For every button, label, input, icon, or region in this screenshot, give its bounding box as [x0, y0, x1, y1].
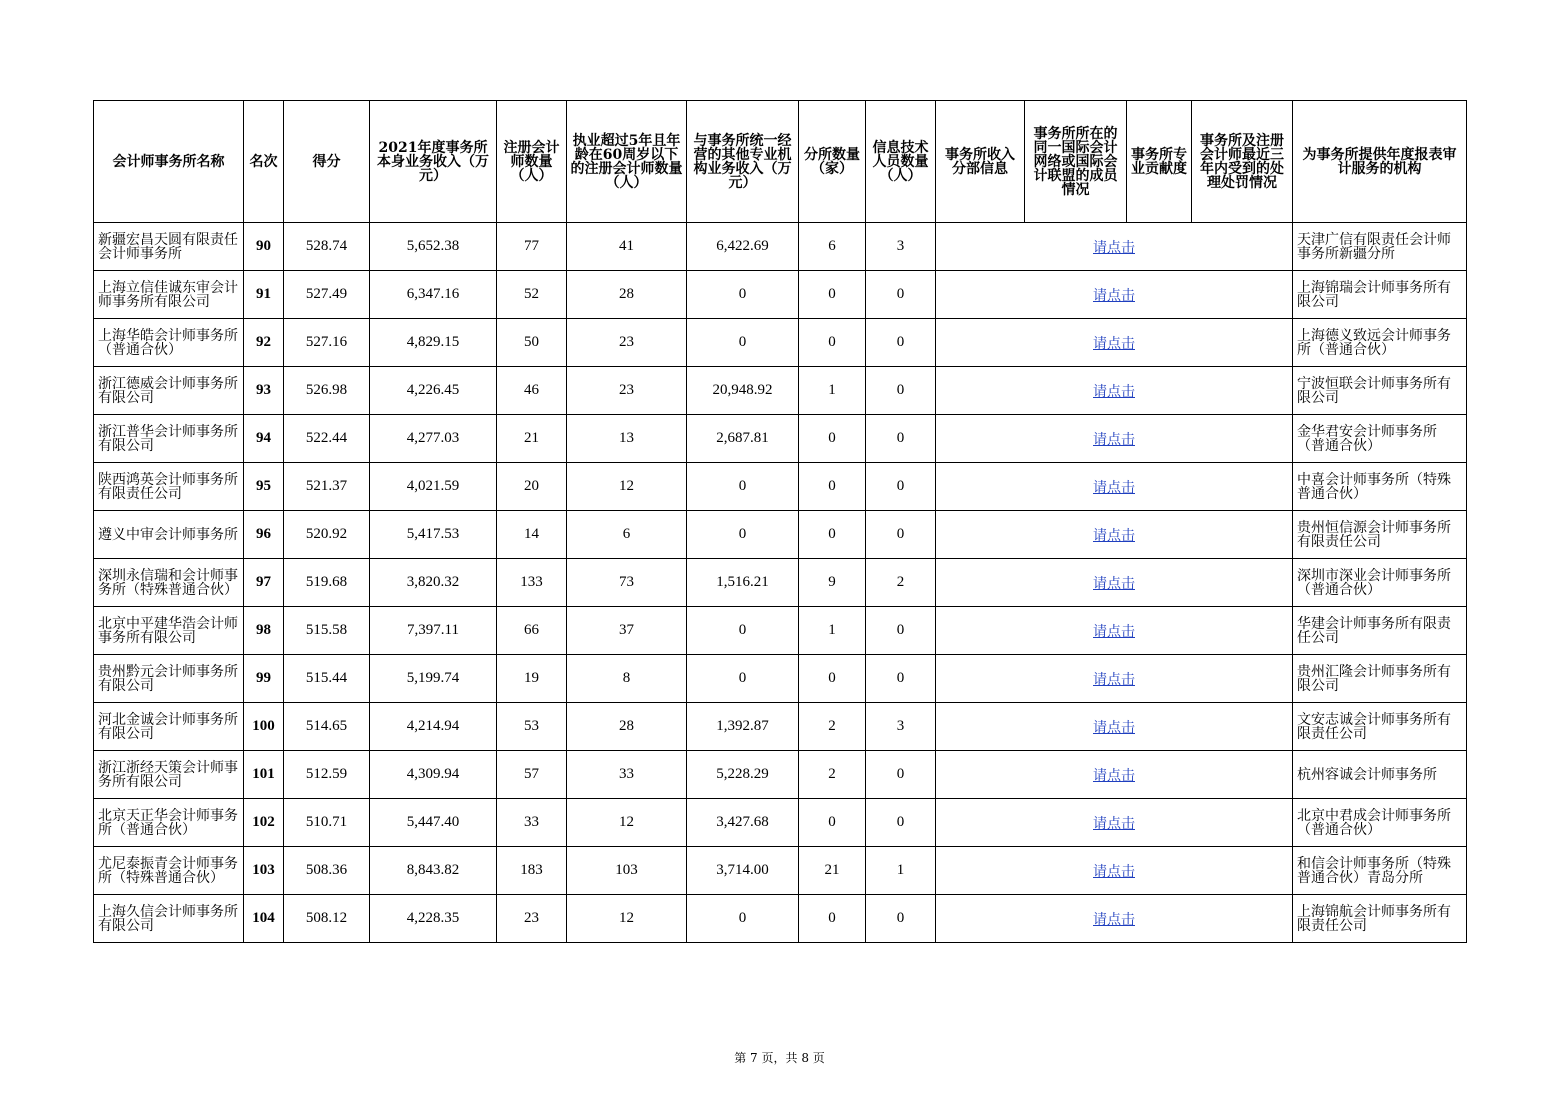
- auditor-cell: 上海锦航会计师事务所有限责任公司: [1293, 895, 1467, 943]
- revenue-cell: 8,843.82: [370, 847, 497, 895]
- details-link-cell: [936, 223, 1293, 271]
- it-staff-cell: 3: [866, 703, 936, 751]
- branch-count-cell: 0: [799, 463, 866, 511]
- revenue-cell: 4,226.45: [370, 367, 497, 415]
- cpa-5yr-cell: 13: [567, 415, 687, 463]
- cpa-count-cell: 20: [497, 463, 567, 511]
- page-number: 第 7 页，共 8 页: [734, 1051, 825, 1065]
- revenue-cell: 4,277.03: [370, 415, 497, 463]
- it-staff-cell: 0: [866, 319, 936, 367]
- firm-name-cell: 浙江浙经天策会计师事务所有限公司: [94, 751, 244, 799]
- rank-cell: 90: [244, 223, 284, 271]
- details-link-cell: [936, 703, 1293, 751]
- it-staff-cell: 0: [866, 751, 936, 799]
- table-row: [94, 751, 1467, 799]
- branch-count-cell: 0: [799, 271, 866, 319]
- revenue-cell: 4,309.94: [370, 751, 497, 799]
- cpa-count-cell: 33: [497, 799, 567, 847]
- score-cell: 514.65: [284, 703, 370, 751]
- it-staff-cell: 0: [866, 415, 936, 463]
- firm-name-cell: 浙江德威会计师事务所有限公司: [94, 367, 244, 415]
- details-link-cell: [936, 895, 1293, 943]
- revenue-cell: 4,021.59: [370, 463, 497, 511]
- revenue-cell: 6,347.16: [370, 271, 497, 319]
- header-rank: 名次: [244, 101, 284, 223]
- details-link-cell: [936, 463, 1293, 511]
- it-staff-cell: 0: [866, 607, 936, 655]
- it-staff-cell: 2: [866, 559, 936, 607]
- table-row: [94, 271, 1467, 319]
- cpa-count-cell: 52: [497, 271, 567, 319]
- details-link[interactable]: 请点击: [1093, 575, 1135, 592]
- table-row: [94, 367, 1467, 415]
- details-link[interactable]: 请点击: [1093, 911, 1135, 928]
- cpa-5yr-cell: 12: [567, 895, 687, 943]
- rank-cell: 103: [244, 847, 284, 895]
- revenue-cell: 3,820.32: [370, 559, 497, 607]
- affiliate-revenue-cell: 1,392.87: [687, 703, 799, 751]
- cpa-5yr-cell: 103: [567, 847, 687, 895]
- auditor-cell: 上海锦瑞会计师事务所有限公司: [1293, 271, 1467, 319]
- affiliate-revenue-cell: 2,687.81: [687, 415, 799, 463]
- score-cell: 521.37: [284, 463, 370, 511]
- firm-name-cell: 贵州黔元会计师事务所有限公司: [94, 655, 244, 703]
- details-link[interactable]: 请点击: [1093, 431, 1135, 448]
- firm-name-cell: 尤尼泰振青会计师事务所（特殊普通合伙）: [94, 847, 244, 895]
- table-body: [94, 223, 1467, 943]
- branch-count-cell: 6: [799, 223, 866, 271]
- score-cell: 522.44: [284, 415, 370, 463]
- affiliate-revenue-cell: 3,427.68: [687, 799, 799, 847]
- affiliate-revenue-cell: 1,516.21: [687, 559, 799, 607]
- firm-name-cell: 上海华皓会计师事务所（普通合伙）: [94, 319, 244, 367]
- revenue-cell: 4,214.94: [370, 703, 497, 751]
- details-link[interactable]: 请点击: [1093, 287, 1135, 304]
- branch-count-cell: 1: [799, 607, 866, 655]
- details-link-cell: [936, 655, 1293, 703]
- revenue-cell: 5,417.53: [370, 511, 497, 559]
- auditor-cell: 贵州恒信源会计师事务所有限责任公司: [1293, 511, 1467, 559]
- header-firm-name: 会计师事务所名称: [94, 101, 244, 223]
- it-staff-cell: 3: [866, 223, 936, 271]
- header-revenue: 2021年度事务所本身业务收入（万元）: [370, 101, 497, 223]
- auditor-cell: 杭州容诚会计师事务所: [1293, 751, 1467, 799]
- header-intl-network: 事务所所在的同一国际会计网络或国际会计联盟的成员情况: [1025, 101, 1127, 223]
- affiliate-revenue-cell: 0: [687, 511, 799, 559]
- rank-cell: 94: [244, 415, 284, 463]
- rank-cell: 104: [244, 895, 284, 943]
- firm-name-cell: 上海久信会计师事务所有限公司: [94, 895, 244, 943]
- score-cell: 520.92: [284, 511, 370, 559]
- header-score: 得分: [284, 101, 370, 223]
- auditor-cell: 文安志诚会计师事务所有限责任公司: [1293, 703, 1467, 751]
- score-cell: 528.74: [284, 223, 370, 271]
- details-link-cell: [936, 415, 1293, 463]
- cpa-count-cell: 21: [497, 415, 567, 463]
- table-row: [94, 319, 1467, 367]
- details-link[interactable]: 请点击: [1093, 527, 1135, 544]
- table-row: [94, 463, 1467, 511]
- it-staff-cell: 0: [866, 271, 936, 319]
- score-cell: 526.98: [284, 367, 370, 415]
- cpa-count-cell: 77: [497, 223, 567, 271]
- cpa-count-cell: 19: [497, 655, 567, 703]
- score-cell: 512.59: [284, 751, 370, 799]
- rank-cell: 92: [244, 319, 284, 367]
- affiliate-revenue-cell: 0: [687, 463, 799, 511]
- auditor-cell: 贵州汇隆会计师事务所有限公司: [1293, 655, 1467, 703]
- details-link-cell: [936, 511, 1293, 559]
- cpa-count-cell: 183: [497, 847, 567, 895]
- branch-count-cell: 21: [799, 847, 866, 895]
- header-it-staff: 信息技术人员数量（人）: [866, 101, 936, 223]
- score-cell: 527.16: [284, 319, 370, 367]
- it-staff-cell: 0: [866, 463, 936, 511]
- branch-count-cell: 9: [799, 559, 866, 607]
- firm-name-cell: 河北金诚会计师事务所有限公司: [94, 703, 244, 751]
- score-cell: 508.36: [284, 847, 370, 895]
- header-branch-revenue-info: 事务所收入分部信息: [936, 101, 1025, 223]
- table-row: [94, 655, 1467, 703]
- rank-cell: 91: [244, 271, 284, 319]
- cpa-count-cell: 133: [497, 559, 567, 607]
- table-row: [94, 895, 1467, 943]
- revenue-cell: 5,652.38: [370, 223, 497, 271]
- header-branch-count: 分所数量（家）: [799, 101, 866, 223]
- cpa-5yr-cell: 37: [567, 607, 687, 655]
- affiliate-revenue-cell: 20,948.92: [687, 367, 799, 415]
- details-link-cell: [936, 751, 1293, 799]
- revenue-cell: 4,829.15: [370, 319, 497, 367]
- rank-cell: 100: [244, 703, 284, 751]
- details-link[interactable]: 请点击: [1093, 383, 1135, 400]
- auditor-cell: 金华君安会计师事务所（普通合伙）: [1293, 415, 1467, 463]
- details-link[interactable]: 请点击: [1093, 479, 1135, 496]
- firm-name-cell: 上海立信佳诚东审会计师事务所有限公司: [94, 271, 244, 319]
- header-penalties: 事务所及注册会计师最近三年内受到的处理处罚情况: [1192, 101, 1293, 223]
- details-link[interactable]: 请点击: [1093, 623, 1135, 640]
- branch-count-cell: 2: [799, 703, 866, 751]
- firm-name-cell: 陕西鸿英会计师事务所有限责任公司: [94, 463, 244, 511]
- rank-cell: 102: [244, 799, 284, 847]
- affiliate-revenue-cell: 0: [687, 319, 799, 367]
- it-staff-cell: 0: [866, 367, 936, 415]
- table-row: [94, 847, 1467, 895]
- cpa-5yr-cell: 28: [567, 703, 687, 751]
- cpa-count-cell: 53: [497, 703, 567, 751]
- details-link-cell: [936, 847, 1293, 895]
- branch-count-cell: 0: [799, 895, 866, 943]
- details-link[interactable]: 请点击: [1093, 863, 1135, 880]
- table-row: [94, 703, 1467, 751]
- auditor-cell: 上海德义致远会计师事务所（普通合伙）: [1293, 319, 1467, 367]
- branch-count-cell: 2: [799, 751, 866, 799]
- cpa-5yr-cell: 23: [567, 319, 687, 367]
- auditor-cell: 深圳市深业会计师事务所（普通合伙）: [1293, 559, 1467, 607]
- it-staff-cell: 1: [866, 847, 936, 895]
- it-staff-cell: 0: [866, 655, 936, 703]
- it-staff-cell: 0: [866, 511, 936, 559]
- score-cell: 515.44: [284, 655, 370, 703]
- rank-cell: 95: [244, 463, 284, 511]
- rank-cell: 101: [244, 751, 284, 799]
- firm-name-cell: 遵义中审会计师事务所: [94, 511, 244, 559]
- affiliate-revenue-cell: 0: [687, 655, 799, 703]
- details-link-cell: [936, 559, 1293, 607]
- details-link[interactable]: 请点击: [1093, 767, 1135, 784]
- rank-cell: 93: [244, 367, 284, 415]
- header-cpa-count: 注册会计师数量（人）: [497, 101, 567, 223]
- revenue-cell: 5,199.74: [370, 655, 497, 703]
- details-link[interactable]: 请点击: [1093, 719, 1135, 736]
- details-link[interactable]: 请点击: [1093, 671, 1135, 688]
- branch-count-cell: 0: [799, 799, 866, 847]
- details-link[interactable]: 请点击: [1093, 239, 1135, 256]
- firm-name-cell: 浙江普华会计师事务所有限公司: [94, 415, 244, 463]
- cpa-count-cell: 14: [497, 511, 567, 559]
- cpa-5yr-cell: 12: [567, 463, 687, 511]
- rank-cell: 99: [244, 655, 284, 703]
- details-link-cell: [936, 799, 1293, 847]
- header-auditor: 为事务所提供年度报表审计服务的机构: [1293, 101, 1467, 223]
- branch-count-cell: 0: [799, 511, 866, 559]
- details-link-cell: [936, 319, 1293, 367]
- cpa-5yr-cell: 41: [567, 223, 687, 271]
- firm-name-cell: 北京中平建华浩会计师事务所有限公司: [94, 607, 244, 655]
- details-link-cell: [936, 271, 1293, 319]
- affiliate-revenue-cell: 0: [687, 607, 799, 655]
- cpa-5yr-cell: 12: [567, 799, 687, 847]
- firm-name-cell: 北京天正华会计师事务所（普通合伙）: [94, 799, 244, 847]
- cpa-5yr-cell: 33: [567, 751, 687, 799]
- table-row: [94, 415, 1467, 463]
- cpa-count-cell: 46: [497, 367, 567, 415]
- rank-cell: 97: [244, 559, 284, 607]
- cpa-5yr-cell: 73: [567, 559, 687, 607]
- table-row: [94, 223, 1467, 271]
- it-staff-cell: 0: [866, 895, 936, 943]
- cpa-count-cell: 50: [497, 319, 567, 367]
- auditor-cell: 和信会计师事务所（特殊普通合伙）青岛分所: [1293, 847, 1467, 895]
- auditor-cell: 宁波恒联会计师事务所有限公司: [1293, 367, 1467, 415]
- cpa-5yr-cell: 6: [567, 511, 687, 559]
- branch-count-cell: 0: [799, 415, 866, 463]
- cpa-5yr-cell: 23: [567, 367, 687, 415]
- affiliate-revenue-cell: 0: [687, 271, 799, 319]
- cpa-count-cell: 23: [497, 895, 567, 943]
- auditor-cell: 华建会计师事务所有限责任公司: [1293, 607, 1467, 655]
- revenue-cell: 5,447.40: [370, 799, 497, 847]
- details-link[interactable]: 请点击: [1093, 335, 1135, 352]
- table-row: [94, 607, 1467, 655]
- affiliate-revenue-cell: 6,422.69: [687, 223, 799, 271]
- score-cell: 527.49: [284, 271, 370, 319]
- revenue-cell: 4,228.35: [370, 895, 497, 943]
- firm-name-cell: 新疆宏昌天圆有限责任会计师事务所: [94, 223, 244, 271]
- header-contribution: 事务所专业贡献度: [1127, 101, 1192, 223]
- score-cell: 519.68: [284, 559, 370, 607]
- rank-cell: 96: [244, 511, 284, 559]
- auditor-cell: 天津广信有限责任会计师事务所新疆分所: [1293, 223, 1467, 271]
- details-link[interactable]: 请点击: [1093, 815, 1135, 832]
- rank-cell: 98: [244, 607, 284, 655]
- affiliate-revenue-cell: 3,714.00: [687, 847, 799, 895]
- score-cell: 515.58: [284, 607, 370, 655]
- affiliate-revenue-cell: 0: [687, 895, 799, 943]
- table-row: [94, 799, 1467, 847]
- header-affiliate-revenue: 与事务所统一经营的其他专业机构业务收入（万元）: [687, 101, 799, 223]
- table-row: [94, 559, 1467, 607]
- revenue-cell: 7,397.11: [370, 607, 497, 655]
- score-cell: 508.12: [284, 895, 370, 943]
- affiliate-revenue-cell: 5,228.29: [687, 751, 799, 799]
- it-staff-cell: 0: [866, 799, 936, 847]
- header-cpa-5yr-under60: 执业超过5年且年龄在60周岁以下的注册会计师数量（人）: [567, 101, 687, 223]
- score-cell: 510.71: [284, 799, 370, 847]
- branch-count-cell: 1: [799, 367, 866, 415]
- auditor-cell: 中喜会计师事务所（特殊普通合伙）: [1293, 463, 1467, 511]
- auditor-cell: 北京中君成会计师事务所（普通合伙）: [1293, 799, 1467, 847]
- header-row: [94, 101, 1467, 223]
- cpa-5yr-cell: 8: [567, 655, 687, 703]
- accounting-firm-ranking-table: [93, 100, 1467, 943]
- branch-count-cell: 0: [799, 655, 866, 703]
- table-row: [94, 511, 1467, 559]
- firm-name-cell: 深圳永信瑞和会计师事务所（特殊普通合伙）: [94, 559, 244, 607]
- cpa-5yr-cell: 28: [567, 271, 687, 319]
- cpa-count-cell: 66: [497, 607, 567, 655]
- branch-count-cell: 0: [799, 319, 866, 367]
- cpa-count-cell: 57: [497, 751, 567, 799]
- details-link-cell: [936, 607, 1293, 655]
- details-link-cell: [936, 367, 1293, 415]
